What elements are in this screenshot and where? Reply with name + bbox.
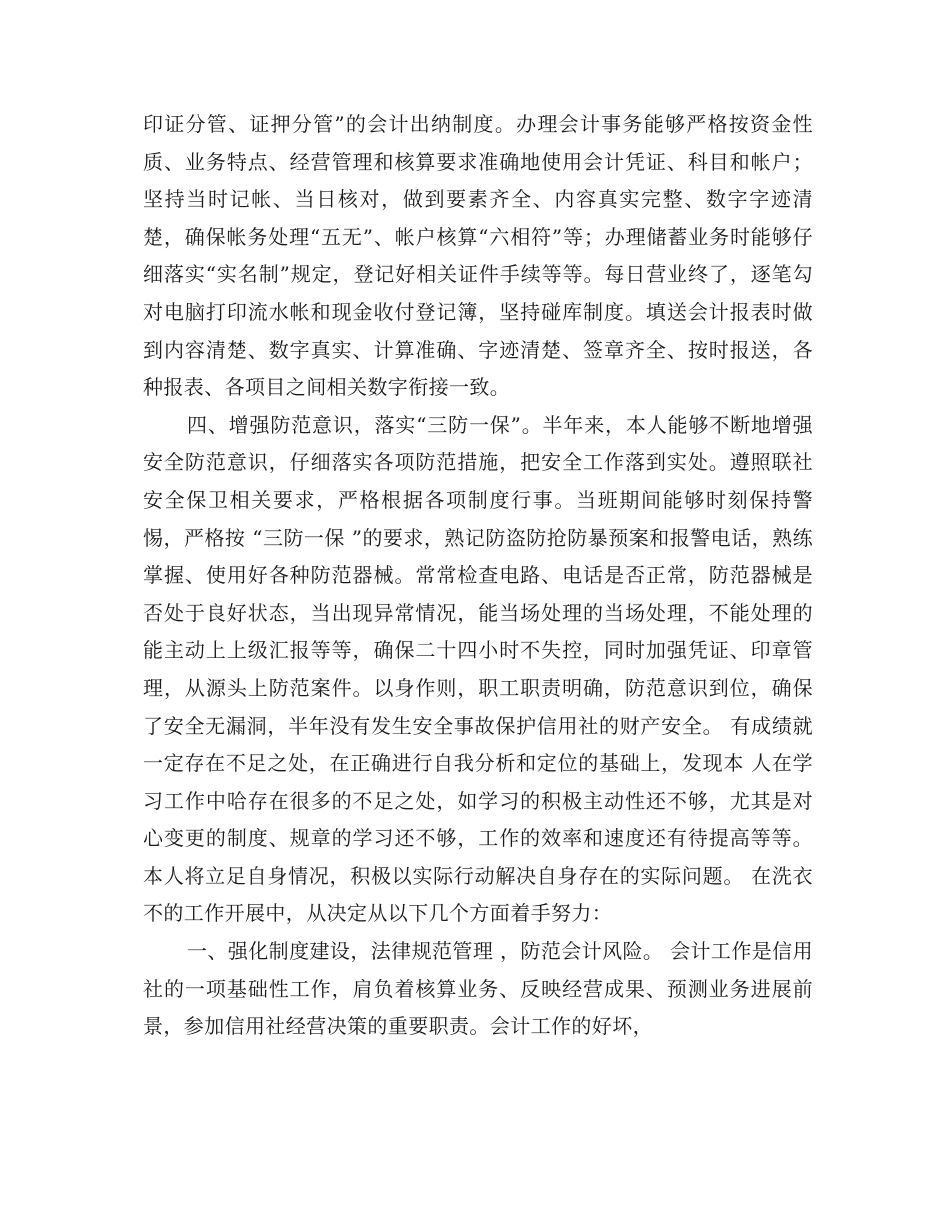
paragraph-security-awareness: 四、增强防范意识，落实“三防一保”。半年来，本人能够不断地增强安全防范意识，仔细落实各项防范措施，把安全工作落到实处。遵照联社安全保卫相关要求，严格根据各项制度行事。当班期间能够时刻保持警惕，严格按 “三防一保 ”的要求，熟记防盗防抢防暴预案和报警电话，熟练掌握、使用好各种防范器械。常常检查电路、电话是否正常，防范器械是否处于良好状态，当出现异常情况，能当场处理的当场处理，不能处理的能主动上上级汇报等等，确保二十四小时不失控，同时加强凭证、印章管理，从源头上防范案件。以身作则，职工职责明确，防范意识到位，确保了安全无漏洞，半年没有发生安全事故保护信用社的财产安全。 有成绩就一定存在不足之处，在正确进行自我分析和定位的基础上，发现本 人在学习工作中哈存在很多的不足之处，如学习的积极主动性还不够，尤其是对心变更的制度、规章的学习还不够，工作的效率和速度还有待提高等等。本人将立足自身情况，积极以实际行动解决自身存在的实际问题。 在洗衣不的工作开展中，从决定从以下几个方面着手努力： [143, 412, 813, 926]
paragraph-accounting-system: 印证分管、证押分管”的会计出纳制度。办理会计事务能够严格按资金性质、业务特点、经营管理和核算要求准确地使用会计凭证、科目和帐户；坚持当时记帐、当日核对，做到要素齐全、内容真实完整、数字字迹清楚，确保帐务处理“五无”、帐户核算“六相符”等；办理储蓄业务时能够仔细落实“实名制”规定，登记好相关证件手续等等。每日营业终了，逐笔勾对电脑打印流水帐和现金收付登记簿，坚持碰库制度。填送会计报表时做到内容清楚、数字真实、计算准确、字迹清楚、签章齐全、按时报送，各种报表、各项目之间相关数字衔接一致。 [143, 112, 813, 400]
document-body [143, 106, 813, 1046]
paragraph-institution-building: 一、强化制度建设，法律规范管理 ，防范会计风险。 会计工作是信用社的一项基础性工作，肩负着核算业务、反映经营成果、预测业务进展前景，参加信用社经营决策的重要职责。会计工作的好坏， [143, 939, 813, 1039]
